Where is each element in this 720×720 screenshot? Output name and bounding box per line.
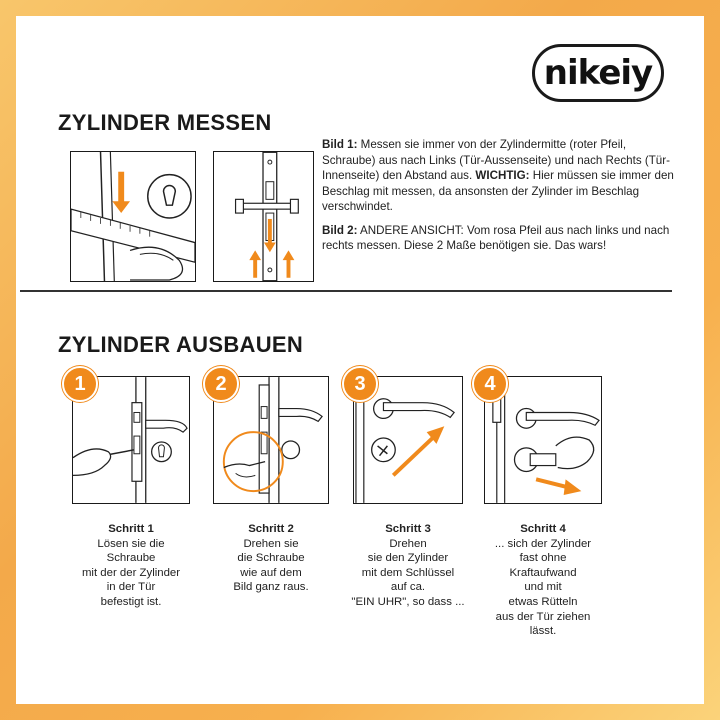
- step-2-badge: 2: [203, 366, 239, 402]
- step-2-text: [206, 522, 336, 595]
- brand-logo: nikeiy: [532, 44, 664, 102]
- section-title-measure: ZYLINDER MESSEN: [58, 110, 272, 135]
- step-1-badge: 1: [62, 366, 98, 402]
- illustration-measure-plate: [213, 151, 314, 282]
- section-divider: [20, 290, 672, 292]
- step-1-text: [66, 522, 196, 610]
- bild1-paragraph: [322, 137, 682, 215]
- bild1-label: Bild 1:: [322, 138, 358, 151]
- step-1-body: Lösen sie die Schraube mit der der Zylinder in der Tür befestigt ist.: [81, 537, 181, 608]
- step-4-body: ... sich der Zylinder fast ohne Kraftaufwand und mit etwas Rütteln aus der Tür ziehen lässt.: [494, 537, 592, 638]
- step-1-title: Schritt 1: [108, 523, 154, 535]
- step-4-text: [478, 522, 608, 639]
- bild1-text: Messen sie immer von der Zylindermitte (roter Pfeil, Schraube) aus nach Links (Tür-Aussenseite) und nach Rechts (Tür-Innenseite) den Abstand aus.: [322, 138, 670, 182]
- step-3-text: [343, 522, 473, 610]
- step-2-title: Schritt 2: [248, 523, 294, 535]
- step-3-body: Drehen sie den Zylinder mit dem Schlüssel auf ca. "EIN UHR", so dass ...: [351, 537, 465, 608]
- section-title-remove: ZYLINDER AUSBAUEN: [58, 332, 304, 357]
- step-4-title: Schritt 4: [520, 523, 566, 535]
- measure-description: [322, 137, 682, 262]
- step-4-badge: 4: [472, 366, 508, 402]
- bild2-text: ANDERE ANSICHT: Vom rosa Pfeil aus nach links und nach rechts messen. Diese 2 Maße benötigen sie. Das wars!: [322, 223, 670, 252]
- step-3-badge: 3: [342, 366, 378, 402]
- bild1-text-b: Hier müssen sie immer den Beschlag mit messen, da ansonsten der Zylinder im Beschlag verschwindet.: [322, 169, 674, 213]
- step-3-title: Schritt 3: [385, 523, 431, 535]
- bild1-warning: WICHTIG:: [475, 169, 530, 182]
- illustration-measure-ruler: [70, 151, 196, 282]
- step-2-body: Drehen sie die Schraube wie auf dem Bild ganz raus.: [233, 537, 309, 594]
- bild2-label: Bild 2:: [322, 223, 358, 237]
- bild2-paragraph: [322, 223, 682, 254]
